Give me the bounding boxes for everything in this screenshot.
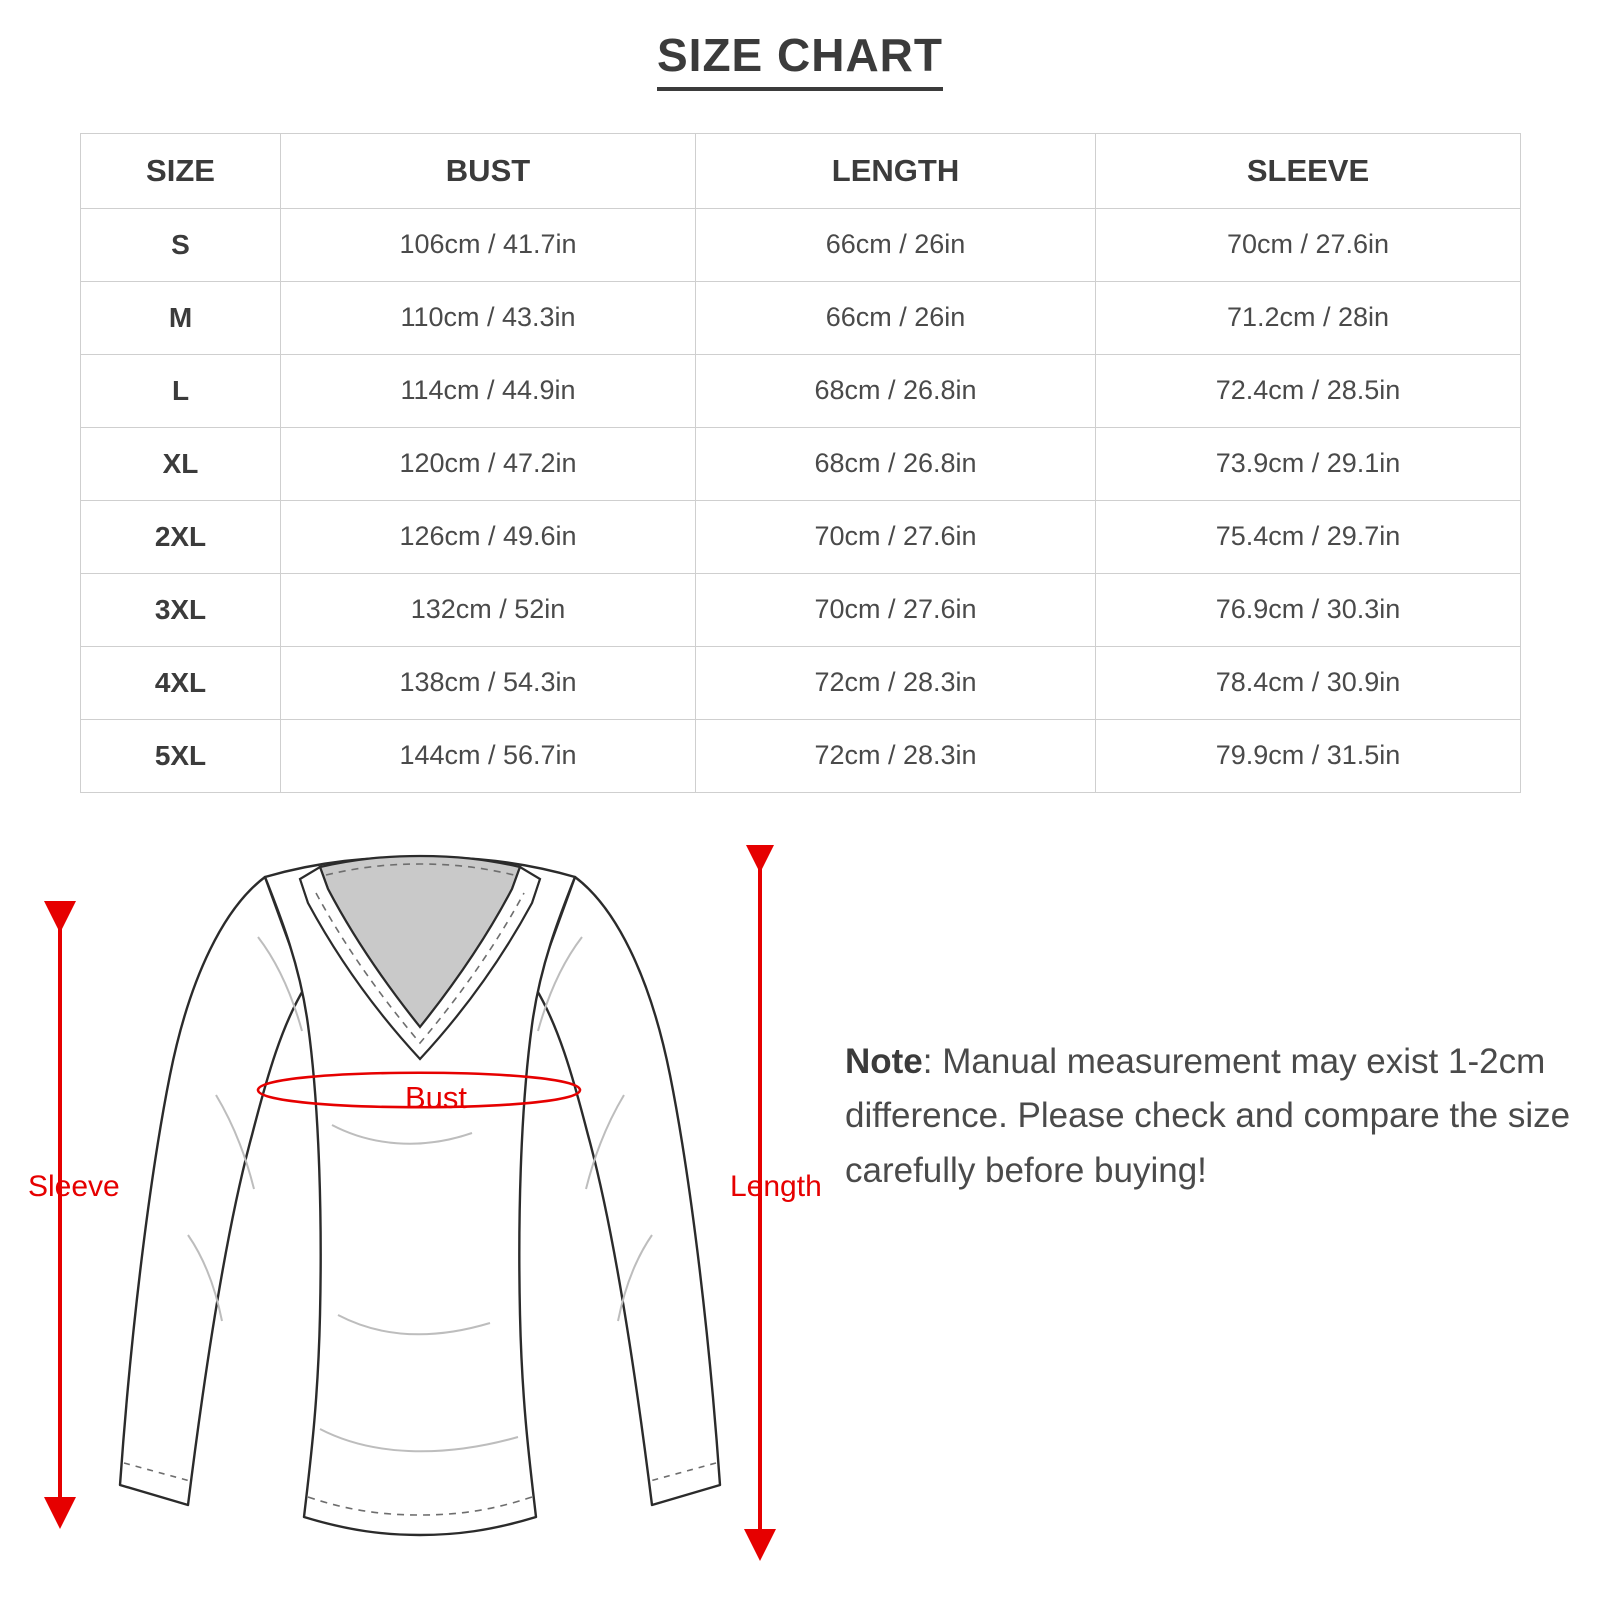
cell-sleeve: 73.9cm / 29.1in: [1096, 427, 1521, 500]
table-row: [81, 500, 1521, 573]
cell-bust: 110cm / 43.3in: [281, 281, 696, 354]
note-label: Note: [845, 1042, 923, 1081]
note-text: : Manual measurement may exist 1-2cm difference. Please check and compare the size carefully before buying!: [845, 1042, 1571, 1190]
cell-length: 68cm / 26.8in: [696, 354, 1096, 427]
cell-length: 70cm / 27.6in: [696, 573, 1096, 646]
page-title: SIZE CHART: [657, 30, 943, 91]
table-row: [81, 281, 1521, 354]
sleeve-label: Sleeve: [28, 1170, 120, 1203]
cell-size: 4XL: [81, 646, 281, 719]
cell-size: S: [81, 208, 281, 281]
cell-size: M: [81, 281, 281, 354]
cell-bust: 126cm / 49.6in: [281, 500, 696, 573]
column-header-bust: BUST: [281, 133, 696, 208]
cell-length: 68cm / 26.8in: [696, 427, 1096, 500]
cell-length: 72cm / 28.3in: [696, 719, 1096, 792]
cell-sleeve: 71.2cm / 28in: [1096, 281, 1521, 354]
cell-size: 5XL: [81, 719, 281, 792]
bust-label: Bust: [405, 1080, 468, 1115]
note-block: [845, 1035, 1575, 1198]
size-table-container: [80, 133, 1520, 793]
cell-bust: 144cm / 56.7in: [281, 719, 696, 792]
cell-sleeve: 70cm / 27.6in: [1096, 208, 1521, 281]
cell-bust: 120cm / 47.2in: [281, 427, 696, 500]
table-row: [81, 573, 1521, 646]
cell-bust: 106cm / 41.7in: [281, 208, 696, 281]
table-row: [81, 719, 1521, 792]
cell-sleeve: 76.9cm / 30.3in: [1096, 573, 1521, 646]
cell-size: L: [81, 354, 281, 427]
table-row: [81, 646, 1521, 719]
table-row: [81, 427, 1521, 500]
cell-bust: 138cm / 54.3in: [281, 646, 696, 719]
column-header-size: SIZE: [81, 133, 281, 208]
length-label: Length: [730, 1170, 822, 1203]
cell-sleeve: 78.4cm / 30.9in: [1096, 646, 1521, 719]
cell-length: 66cm / 26in: [696, 281, 1096, 354]
garment-illustration: [20, 845, 820, 1585]
cell-length: 70cm / 27.6in: [696, 500, 1096, 573]
cell-length: 72cm / 28.3in: [696, 646, 1096, 719]
cell-bust: 114cm / 44.9in: [281, 354, 696, 427]
cell-size: 2XL: [81, 500, 281, 573]
column-header-length: LENGTH: [696, 133, 1096, 208]
table-header-row: [81, 133, 1521, 208]
cell-sleeve: 72.4cm / 28.5in: [1096, 354, 1521, 427]
size-table: [80, 133, 1521, 793]
column-header-sleeve: SLEEVE: [1096, 133, 1521, 208]
cell-size: 3XL: [81, 573, 281, 646]
measurement-diagram-section: [0, 845, 1600, 1585]
table-row: [81, 354, 1521, 427]
cell-sleeve: 75.4cm / 29.7in: [1096, 500, 1521, 573]
table-row: [81, 208, 1521, 281]
cell-bust: 132cm / 52in: [281, 573, 696, 646]
cell-length: 66cm / 26in: [696, 208, 1096, 281]
page-title-container: [0, 0, 1600, 91]
cell-size: XL: [81, 427, 281, 500]
shirt-svg: [20, 845, 820, 1585]
cell-sleeve: 79.9cm / 31.5in: [1096, 719, 1521, 792]
